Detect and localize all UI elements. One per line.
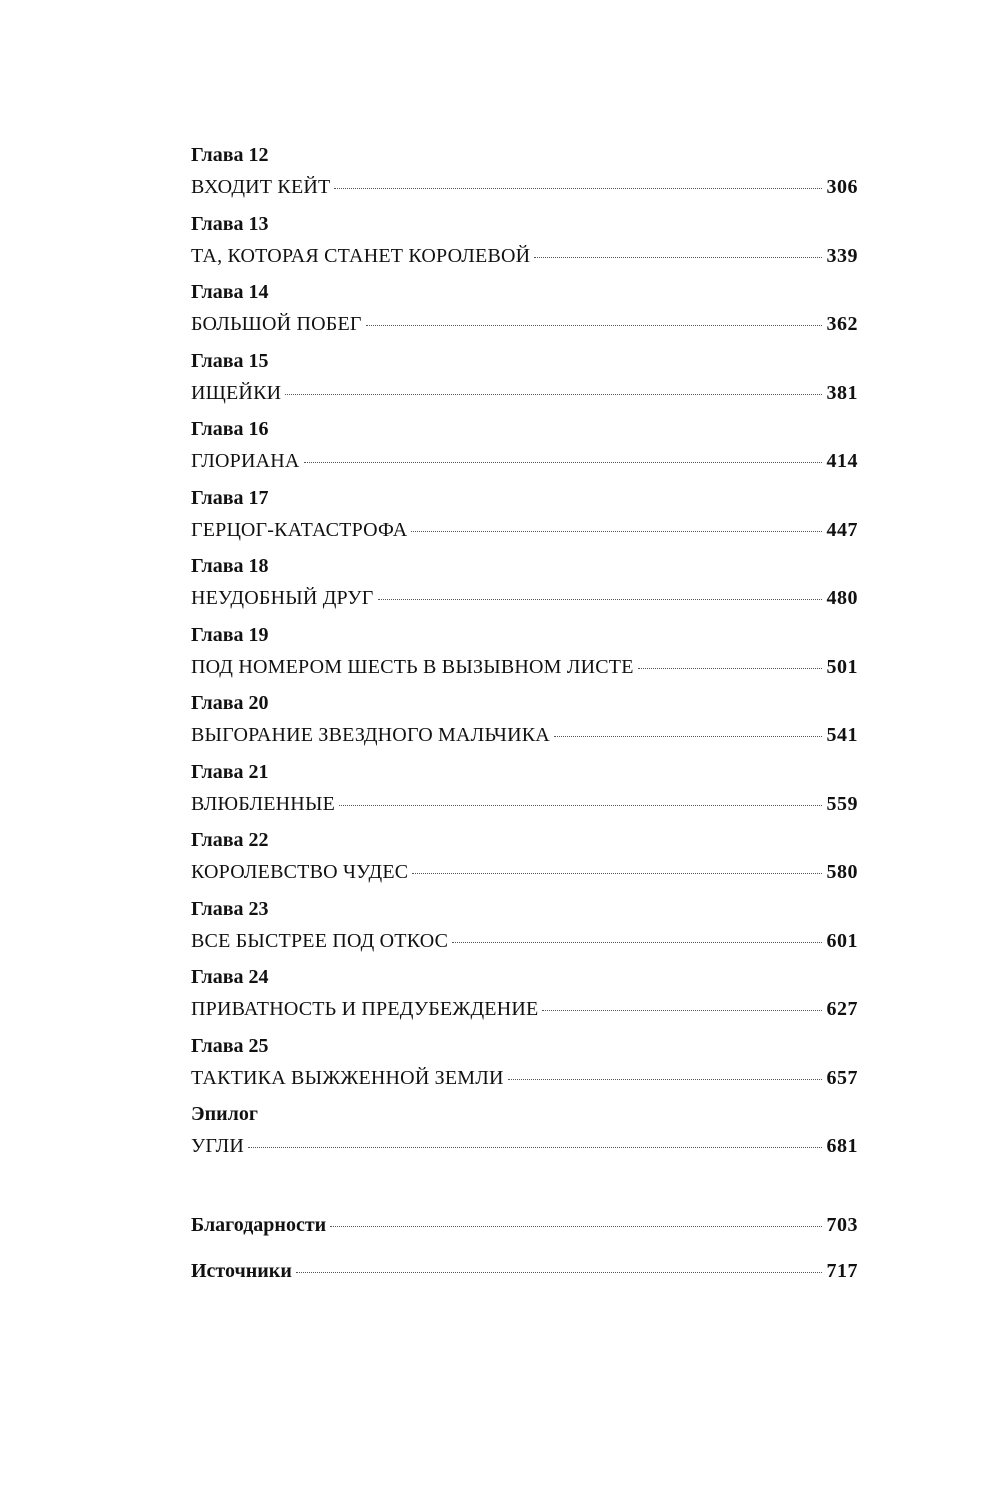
back-matter-title: Благодарности bbox=[191, 1214, 327, 1236]
dot-leader bbox=[508, 1079, 822, 1080]
chapter-label: Глава 15 bbox=[191, 349, 269, 372]
chapter-label: Глава 13 bbox=[191, 212, 269, 235]
chapter-entry bbox=[191, 1101, 858, 1170]
page-number: 381 bbox=[826, 381, 858, 404]
chapter-title: ВЫГОРАНИЕ ЗВЕЗДНОГО МАЛЬЧИКА bbox=[191, 724, 550, 746]
chapter-entry bbox=[191, 142, 858, 211]
page-number: 362 bbox=[826, 313, 858, 335]
toc-line[interactable] bbox=[191, 722, 858, 748]
chapter-entry bbox=[191, 827, 858, 896]
chapter-entry bbox=[191, 279, 858, 348]
page-number: 681 bbox=[826, 1135, 858, 1157]
chapter-title: ВСЕ БЫСТРЕЕ ПОД ОТКОС bbox=[191, 929, 449, 952]
toc-line[interactable] bbox=[191, 1133, 858, 1159]
chapter-label: Глава 21 bbox=[191, 760, 269, 783]
chapter-entry bbox=[191, 896, 858, 965]
dot-leader bbox=[554, 736, 822, 737]
chapter-entry bbox=[191, 964, 858, 1033]
page-number: 657 bbox=[826, 1066, 858, 1089]
dot-leader bbox=[452, 942, 821, 943]
chapter-label: Глава 18 bbox=[191, 555, 269, 577]
chapter-entry bbox=[191, 759, 858, 828]
chapter-title: ГЛОРИАНА bbox=[191, 450, 300, 472]
toc-line[interactable] bbox=[191, 243, 858, 269]
page-number: 703 bbox=[826, 1214, 858, 1236]
toc-line[interactable] bbox=[191, 585, 858, 611]
back-matter-entry[interactable] bbox=[191, 1258, 858, 1304]
page-number: 541 bbox=[826, 724, 858, 746]
chapter-title: УГЛИ bbox=[191, 1135, 245, 1157]
dot-leader bbox=[378, 599, 822, 600]
chapter-entry bbox=[191, 211, 858, 280]
dot-leader bbox=[366, 325, 822, 326]
toc-line[interactable] bbox=[191, 380, 858, 406]
dot-leader bbox=[638, 668, 822, 669]
chapter-title: ТАКТИКА ВЫЖЖЕННОЙ ЗЕМЛИ bbox=[191, 1066, 504, 1089]
chapter-label: Глава 24 bbox=[191, 966, 269, 988]
chapter-title: ПОД НОМЕРОМ ШЕСТЬ В ВЫЗЫВНОМ ЛИСТЕ bbox=[191, 655, 634, 678]
chapter-title: ИЩЕЙКИ bbox=[191, 381, 282, 404]
chapter-label: Глава 23 bbox=[191, 897, 269, 920]
chapter-label: Эпилог bbox=[191, 1103, 258, 1125]
chapter-title: ВХОДИТ КЕЙТ bbox=[191, 176, 331, 198]
chapter-label: Глава 20 bbox=[191, 692, 269, 714]
toc-line[interactable] bbox=[191, 996, 858, 1022]
back-matter-list bbox=[191, 1212, 858, 1304]
page-number: 580 bbox=[826, 861, 858, 883]
toc-line[interactable] bbox=[191, 1065, 858, 1091]
toc-line[interactable] bbox=[191, 654, 858, 680]
back-matter-title: Источники bbox=[191, 1260, 292, 1282]
chapter-title: БОЛЬШОЙ ПОБЕГ bbox=[191, 313, 362, 335]
toc-line[interactable] bbox=[191, 174, 858, 200]
page-number: 627 bbox=[826, 998, 858, 1020]
chapter-label: Глава 17 bbox=[191, 486, 269, 509]
chapter-entry bbox=[191, 690, 858, 759]
dot-leader bbox=[339, 805, 821, 806]
chapter-title: ТА, КОТОРАЯ СТАНЕТ КОРОЛЕВОЙ bbox=[191, 244, 531, 267]
chapter-entry bbox=[191, 348, 858, 417]
page-number: 414 bbox=[826, 450, 858, 472]
page-number: 601 bbox=[826, 929, 858, 952]
dot-leader bbox=[534, 257, 821, 258]
dot-leader bbox=[334, 188, 821, 189]
chapter-entry bbox=[191, 553, 858, 622]
chapter-label: Глава 12 bbox=[191, 144, 269, 166]
page-number: 306 bbox=[826, 176, 858, 198]
chapter-entry bbox=[191, 1033, 858, 1102]
page-number: 339 bbox=[826, 244, 858, 267]
chapter-entry bbox=[191, 622, 858, 691]
dot-leader bbox=[285, 394, 821, 395]
dot-leader bbox=[412, 873, 821, 874]
chapter-label: Глава 14 bbox=[191, 281, 269, 303]
chapter-title: ВЛЮБЛЕННЫЕ bbox=[191, 792, 336, 815]
dot-leader bbox=[542, 1010, 821, 1011]
dot-leader bbox=[304, 462, 822, 463]
page-number: 501 bbox=[826, 655, 858, 678]
page-number: 447 bbox=[826, 518, 858, 541]
chapter-entry bbox=[191, 416, 858, 485]
chapter-title: КОРОЛЕВСТВО ЧУДЕС bbox=[191, 861, 409, 883]
dot-leader bbox=[248, 1147, 821, 1148]
toc-line[interactable] bbox=[191, 311, 858, 337]
chapter-label: Глава 16 bbox=[191, 418, 269, 440]
toc-line[interactable] bbox=[191, 859, 858, 885]
dot-leader bbox=[411, 531, 821, 532]
toc-line[interactable] bbox=[191, 517, 858, 543]
chapter-label: Глава 22 bbox=[191, 829, 269, 851]
dot-leader bbox=[330, 1226, 821, 1227]
chapter-label: Глава 19 bbox=[191, 623, 269, 646]
page-number: 480 bbox=[826, 587, 858, 609]
toc-line[interactable] bbox=[191, 791, 858, 817]
page-number: 717 bbox=[826, 1260, 858, 1282]
toc-line[interactable] bbox=[191, 448, 858, 474]
toc-line[interactable] bbox=[191, 928, 858, 954]
chapter-title: НЕУДОБНЫЙ ДРУГ bbox=[191, 587, 374, 609]
table-of-contents bbox=[191, 142, 858, 1170]
chapter-entry bbox=[191, 485, 858, 554]
chapter-title: ГЕРЦОГ-КАТАСТРОФА bbox=[191, 518, 408, 541]
back-matter-entry[interactable] bbox=[191, 1212, 858, 1258]
dot-leader bbox=[296, 1272, 822, 1273]
chapter-label: Глава 25 bbox=[191, 1034, 269, 1057]
page-number: 559 bbox=[826, 792, 858, 815]
chapter-title: ПРИВАТНОСТЬ И ПРЕДУБЕЖДЕНИЕ bbox=[191, 998, 539, 1020]
